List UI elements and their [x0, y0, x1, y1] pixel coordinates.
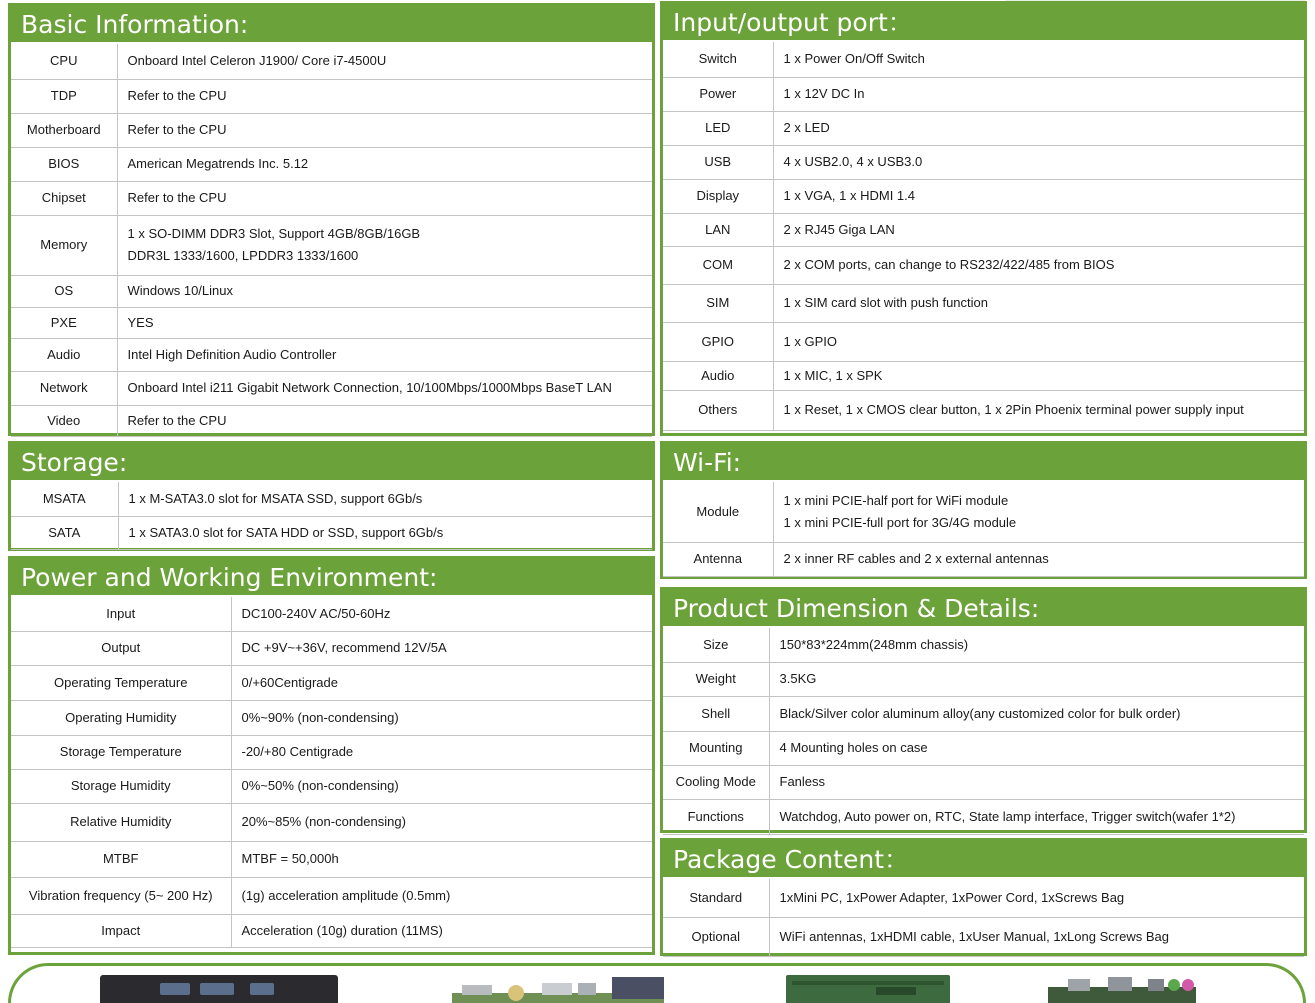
spec-value: 2 x inner RF cables and 2 x external antennas — [773, 542, 1304, 576]
spec-label: SIM — [663, 284, 773, 322]
spec-value: DC100-240V AC/50-60Hz — [231, 597, 652, 631]
spec-label: COM — [663, 246, 773, 284]
spec-row — [663, 542, 1304, 576]
spec-label: OS — [11, 275, 117, 307]
spec-value: 0/+60Centigrade — [231, 665, 652, 700]
spec-value: 1 x MIC, 1 x SPK — [773, 361, 1304, 390]
spec-row — [663, 42, 1304, 77]
spec-row — [11, 338, 652, 371]
spec-label: Antenna — [663, 542, 773, 576]
spec-label: Size — [663, 628, 769, 662]
spec-row — [11, 405, 652, 436]
package-content-panel — [660, 838, 1307, 956]
power-environment-table — [11, 597, 652, 948]
mainboard-image — [786, 975, 950, 1003]
spec-value: 1 x Reset, 1 x CMOS clear button, 1 x 2Pin Phoenix terminal power supply input — [773, 390, 1304, 430]
io-board-image — [1048, 975, 1196, 1003]
spec-row — [663, 696, 1304, 731]
spec-label: Cooling Mode — [663, 765, 769, 799]
spec-value — [773, 482, 1304, 542]
spec-value: Watchdog, Auto power on, RTC, State lamp interface, Trigger switch(wafer 1*2) — [769, 799, 1304, 834]
spec-label: Video — [11, 405, 117, 436]
spec-label: LAN — [663, 213, 773, 246]
spec-label: GPIO — [663, 322, 773, 361]
input-output-title: Input/output port： — [663, 4, 1304, 42]
spec-row — [11, 700, 652, 735]
motherboard-ports-image — [452, 975, 664, 1003]
spec-value: 0%~90% (non-condensing) — [231, 700, 652, 735]
product-dimension-table — [663, 628, 1304, 835]
spec-value: 1xMini PC, 1xPower Adapter, 1xPower Cord, 1xScrews Bag — [769, 879, 1304, 917]
spec-value: Onboard Intel Celeron J1900/ Core i7-4500U — [117, 44, 652, 79]
spec-label: Weight — [663, 662, 769, 696]
spec-row — [11, 665, 652, 700]
spec-label: SATA — [11, 516, 118, 549]
spec-row — [663, 917, 1304, 956]
spec-label: Network — [11, 371, 117, 405]
spec-label: CPU — [11, 44, 117, 79]
spec-row — [663, 246, 1304, 284]
spec-value: 3.5KG — [769, 662, 1304, 696]
spec-value-line: 1 x SO-DIMM DDR3 Slot, Support 4GB/8GB/16GB — [127, 226, 421, 241]
spec-value: Refer to the CPU — [117, 79, 652, 113]
spec-value: 2 x RJ45 Giga LAN — [773, 213, 1304, 246]
spec-label: Standard — [663, 879, 769, 917]
spec-row — [11, 371, 652, 405]
spec-row — [11, 735, 652, 769]
spec-label: PXE — [11, 307, 117, 338]
spec-label: LED — [663, 111, 773, 145]
spec-label: Mounting — [663, 731, 769, 765]
spec-label: Display — [663, 179, 773, 213]
spec-row — [663, 628, 1304, 662]
mini-pc-front-image — [100, 975, 338, 1003]
spec-label: TDP — [11, 79, 117, 113]
spec-label: Others — [663, 390, 773, 430]
spec-value: 1 x 12V DC In — [773, 77, 1304, 111]
spec-value: 1 x M-SATA3.0 slot for MSATA SSD, support 6Gb/s — [118, 482, 652, 516]
spec-value: Refer to the CPU — [117, 181, 652, 215]
spec-value: Onboard Intel i211 Gigabit Network Connection, 10/100Mbps/1000Mbps BaseT LAN — [117, 371, 652, 405]
spec-row — [11, 147, 652, 181]
basic-information-title: Basic Information: — [11, 6, 652, 44]
spec-label: Switch — [663, 42, 773, 77]
spec-value: 2 x COM ports, can change to RS232/422/485 from BIOS — [773, 246, 1304, 284]
spec-row — [11, 769, 652, 803]
spec-label: MTBF — [11, 841, 231, 877]
package-content-title: Package Content： — [663, 841, 1304, 879]
spec-row — [11, 215, 652, 275]
spec-row — [663, 77, 1304, 111]
spec-row — [663, 731, 1304, 765]
spec-value: 1 x SIM card slot with push function — [773, 284, 1304, 322]
spec-row — [663, 111, 1304, 145]
spec-value-line: 1 x mini PCIE-half port for WiFi module — [783, 492, 1009, 508]
spec-label: Storage Temperature — [11, 735, 231, 769]
spec-row — [11, 79, 652, 113]
spec-value: 1 x VGA, 1 x HDMI 1.4 — [773, 179, 1304, 213]
storage-panel — [8, 441, 655, 551]
spec-label: Audio — [11, 338, 117, 371]
spec-value: YES — [117, 307, 652, 338]
spec-row — [11, 482, 652, 516]
storage-title: Storage: — [11, 444, 652, 482]
spec-value: -20/+80 Centigrade — [231, 735, 652, 769]
basic-information-table — [11, 44, 652, 437]
spec-value: (1g) acceleration amplitude (0.5mm) — [231, 877, 652, 914]
spec-label: Optional — [663, 917, 769, 956]
spec-value: American Megatrends Inc. 5.12 — [117, 147, 652, 181]
spec-label: Chipset — [11, 181, 117, 215]
spec-value: 1 x SATA3.0 slot for SATA HDD or SSD, support 6Gb/s — [118, 516, 652, 549]
spec-value: Black/Silver color aluminum alloy(any customized color for bulk order) — [769, 696, 1304, 731]
spec-label: Input — [11, 597, 231, 631]
spec-label: Audio — [663, 361, 773, 390]
spec-label: Functions — [663, 799, 769, 834]
spec-row — [11, 841, 652, 877]
spec-label: Output — [11, 631, 231, 665]
spec-row — [663, 879, 1304, 917]
spec-value: DC +9V~+36V, recommend 12V/5A — [231, 631, 652, 665]
spec-label: Vibration frequency (5~ 200 Hz) — [11, 877, 231, 914]
spec-value — [117, 215, 652, 275]
basic-information-panel — [8, 3, 655, 436]
spec-row — [11, 597, 652, 631]
spec-value: 150*83*224mm(248mm chassis) — [769, 628, 1304, 662]
wifi-table — [663, 482, 1304, 577]
spec-row — [11, 631, 652, 665]
spec-row — [663, 799, 1304, 834]
spec-row — [663, 179, 1304, 213]
spec-value: 1 x GPIO — [773, 322, 1304, 361]
product-dimension-panel — [660, 587, 1307, 833]
power-environment-title: Power and Working Environment: — [11, 559, 652, 597]
spec-value: 1 x Power On/Off Switch — [773, 42, 1304, 77]
product-dimension-title: Product Dimension & Details: — [663, 590, 1304, 628]
spec-value: WiFi antennas, 1xHDMI cable, 1xUser Manual, 1xLong Screws Bag — [769, 917, 1304, 956]
spec-value: Fanless — [769, 765, 1304, 799]
spec-row — [11, 877, 652, 914]
spec-row — [663, 361, 1304, 390]
spec-value: Acceleration (10g) duration (11MS) — [231, 914, 652, 947]
spec-row — [663, 145, 1304, 179]
spec-label: Motherboard — [11, 113, 117, 147]
spec-row — [11, 307, 652, 338]
spec-row — [11, 914, 652, 947]
spec-row — [11, 181, 652, 215]
spec-row — [11, 275, 652, 307]
spec-label: Memory — [11, 215, 117, 275]
spec-label: Relative Humidity — [11, 803, 231, 841]
storage-table — [11, 482, 652, 550]
spec-value: Refer to the CPU — [117, 405, 652, 436]
spec-value: 4 x USB2.0, 4 x USB3.0 — [773, 145, 1304, 179]
spec-row — [11, 516, 652, 549]
wifi-panel — [660, 441, 1307, 579]
spec-value: Intel High Definition Audio Controller — [117, 338, 652, 371]
wifi-title: Wi-Fi: — [663, 444, 1304, 482]
spec-row — [11, 44, 652, 79]
spec-value: 2 x LED — [773, 111, 1304, 145]
spec-row — [663, 482, 1304, 542]
spec-label: Module — [663, 482, 773, 542]
spec-row — [11, 113, 652, 147]
spec-label: MSATA — [11, 482, 118, 516]
spec-row — [663, 213, 1304, 246]
power-environment-panel — [8, 556, 655, 955]
spec-value: Windows 10/Linux — [117, 275, 652, 307]
spec-row — [663, 765, 1304, 799]
spec-row — [663, 284, 1304, 322]
spec-label: Operating Humidity — [11, 700, 231, 735]
spec-value: 4 Mounting holes on case — [769, 731, 1304, 765]
spec-label: Impact — [11, 914, 231, 947]
spec-value: 0%~50% (non-condensing) — [231, 769, 652, 803]
input-output-panel — [660, 1, 1307, 436]
spec-value: MTBF = 50,000h — [231, 841, 652, 877]
spec-row — [663, 662, 1304, 696]
spec-value-line: 1 x mini PCIE-full port for 3G/4G module — [783, 514, 1017, 530]
input-output-table — [663, 42, 1304, 431]
spec-row — [11, 803, 652, 841]
spec-value-line: DDR3L 1333/1600, LPDDR3 1333/1600 — [127, 248, 359, 263]
spec-label: USB — [663, 145, 773, 179]
spec-value: Refer to the CPU — [117, 113, 652, 147]
spec-label: BIOS — [11, 147, 117, 181]
spec-label: Shell — [663, 696, 769, 731]
spec-label: Power — [663, 77, 773, 111]
spec-label: Operating Temperature — [11, 665, 231, 700]
package-content-table — [663, 879, 1304, 957]
spec-label: Storage Humidity — [11, 769, 231, 803]
spec-row — [663, 322, 1304, 361]
spec-value: 20%~85% (non-condensing) — [231, 803, 652, 841]
spec-row — [663, 390, 1304, 430]
